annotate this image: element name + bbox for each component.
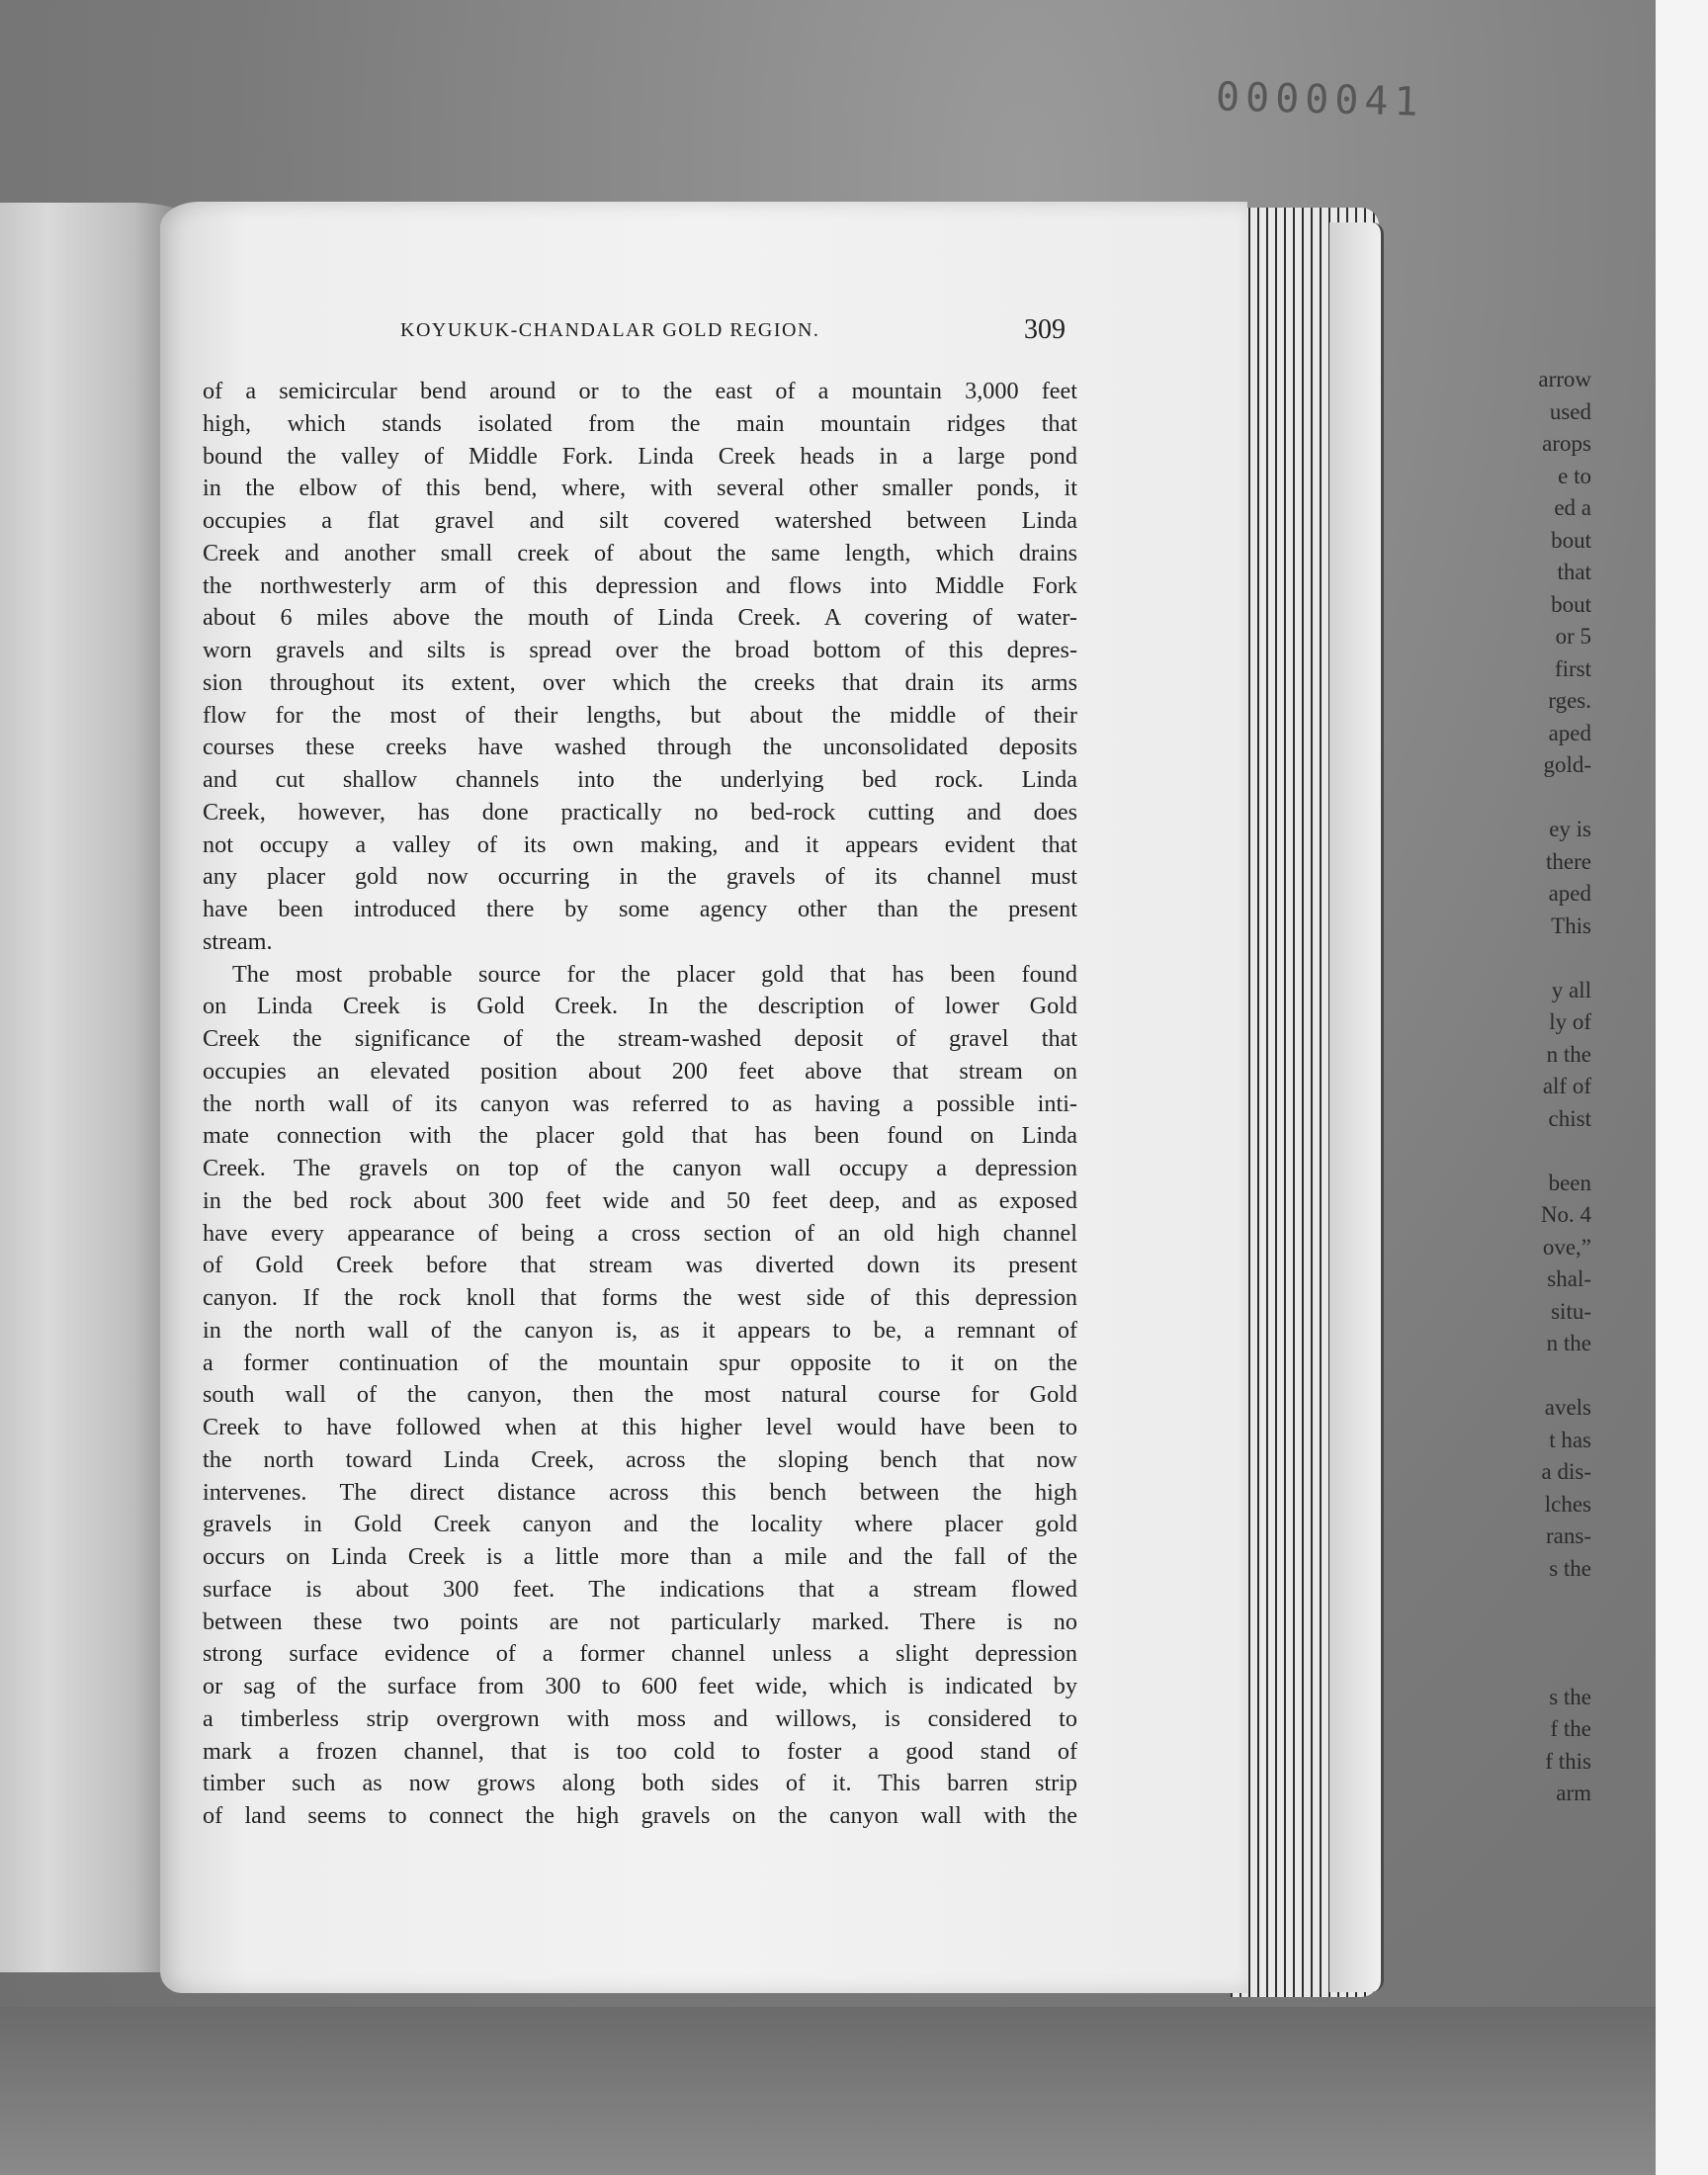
left-page-fragment: used xyxy=(1549,398,1591,424)
left-page-text xyxy=(1538,364,1591,1810)
left-page-fragment: t has xyxy=(1549,1427,1591,1452)
text-line: occurs on Linda Creek is a little more than a mile and the fall of the xyxy=(203,1543,1077,1570)
left-page-fragment xyxy=(1538,1360,1591,1393)
text-line: bound the valley of Middle Fork. Linda Creek heads in a large pond xyxy=(203,442,1077,470)
left-page-fragment xyxy=(1538,1649,1591,1682)
text-line: of land seems to connect the high gravels on the canyon wall with the xyxy=(203,1802,1077,1829)
text-line: Creek, however, has done practically no bed-rock cutting and does xyxy=(203,798,1077,826)
left-page-fragment xyxy=(1538,1585,1591,1617)
left-page-fragment: aped xyxy=(1548,881,1591,906)
left-page-fragment: No. 4 xyxy=(1540,1202,1591,1227)
left-page-fragment: s the xyxy=(1549,1555,1591,1581)
left-page-fragment: there xyxy=(1546,848,1591,874)
left-page-fragment: y all xyxy=(1551,977,1591,1002)
text-line: not occupy a valley of its own making, and it appears evident that xyxy=(203,830,1077,858)
text-line: gravels in Gold Creek canyon and the locality where placer gold xyxy=(203,1511,1077,1538)
left-page-fragment: ove,” xyxy=(1542,1234,1591,1260)
text-line: worn gravels and silts is spread over the broad bottom of this depres- xyxy=(203,637,1077,663)
text-line: a timberless strip overgrown with moss and willows, is considered to xyxy=(203,1704,1077,1732)
left-page-fragment xyxy=(1538,942,1591,975)
left-page-fragment: arrow xyxy=(1538,367,1591,392)
left-page-fragment xyxy=(1538,782,1591,815)
text-line: The most probable source for the placer gold that has been found xyxy=(232,960,1077,988)
text-line: a former continuation of the mountain spur opposite to it on the xyxy=(203,1348,1077,1376)
text-line: the north toward Linda Creek, across the sloping bench that now xyxy=(203,1445,1077,1473)
text-line: Creek to have followed when at this higher level would have been to xyxy=(203,1414,1077,1440)
text-line: intervenes. The direct distance across this bench between the high xyxy=(203,1478,1077,1506)
left-page-fragment: been xyxy=(1548,1170,1591,1195)
left-page-fragment: e to xyxy=(1558,463,1591,488)
text-line: flow for the most of their lengths, but about the middle of their xyxy=(203,701,1077,729)
text-line: mate connection with the placer gold that has been found on Linda xyxy=(203,1122,1077,1150)
left-page-fragment: avels xyxy=(1544,1395,1591,1420)
left-page-fragment: a dis- xyxy=(1541,1459,1591,1484)
text-line: on Linda Creek is Gold Creek. In the description of lower Gold xyxy=(203,993,1077,1020)
text-line: south wall of the canyon, then the most natural course for Gold xyxy=(203,1381,1077,1409)
left-page-fragment: chist xyxy=(1548,1105,1591,1131)
left-page-fragment: ly of xyxy=(1549,1009,1591,1034)
left-page-fragment: arm xyxy=(1556,1781,1591,1805)
text-line: occupies a flat gravel and silt covered watershed between Linda xyxy=(203,507,1077,534)
text-line: high, which stands isolated from the main mountain ridges that xyxy=(203,409,1077,437)
body-text xyxy=(203,376,1077,1833)
text-line: have been introduced there by some agency other than the present xyxy=(203,896,1077,922)
text-line: have every appearance of being a cross section of an old high channel xyxy=(203,1219,1077,1247)
left-page-fragment: ed a xyxy=(1554,495,1591,520)
text-line: canyon. If the rock knoll that forms the west side of this depression xyxy=(203,1284,1077,1311)
left-page-fragment: f the xyxy=(1550,1716,1591,1741)
left-page-fragment: arops xyxy=(1542,431,1591,456)
text-line: Creek and another small creek of about the same length, which drains xyxy=(203,539,1077,566)
text-line: Creek the significance of the stream-washed deposit of gravel that xyxy=(203,1025,1077,1052)
left-page-fragment: shal- xyxy=(1547,1266,1591,1291)
left-page-fragment: rges. xyxy=(1548,688,1591,713)
left-page-fragment: ey is xyxy=(1549,817,1591,841)
text-line: surface is about 300 feet. The indications that a stream flowed xyxy=(203,1575,1077,1603)
left-page-fragment: n the xyxy=(1546,1041,1591,1067)
left-page-fragment: gold- xyxy=(1543,752,1591,777)
text-line: timber such as now grows along both sides of it. This barren strip xyxy=(203,1770,1077,1797)
text-line: sion throughout its extent, over which the creeks that drain its arms xyxy=(203,668,1077,696)
left-page-fragment: This xyxy=(1551,913,1591,938)
left-page-fragment xyxy=(1538,1617,1591,1650)
text-line: occupies an elevated position about 200 feet above that stream on xyxy=(203,1057,1077,1085)
text-line: of Gold Creek before that stream was diverted down its present xyxy=(203,1252,1077,1279)
book-fore-edge xyxy=(1329,222,1384,1992)
text-line: and cut shallow channels into the underlying bed rock. Linda xyxy=(203,766,1077,793)
running-head: KOYUKUK-CHANDALAR GOLD REGION. xyxy=(400,319,820,341)
text-line: of a semicircular bend around or to the east of a mountain 3,000 feet xyxy=(203,378,1077,404)
left-page-fragment: aped xyxy=(1548,720,1591,745)
left-page-fragment: alf of xyxy=(1542,1074,1591,1098)
text-line: about 6 miles above the mouth of Linda Creek. A covering of water- xyxy=(203,604,1077,632)
page-number: 309 xyxy=(1024,314,1066,345)
scan-margin-right xyxy=(1656,0,1708,2175)
left-page-fragment: s the xyxy=(1549,1684,1591,1709)
left-page-fragment xyxy=(1538,1135,1591,1168)
left-page-fragment: bout xyxy=(1551,527,1591,553)
text-line: in the north wall of the canyon is, as it appears to be, a remnant of xyxy=(203,1316,1077,1344)
text-line: the northwesterly arm of this depression and flows into Middle Fork xyxy=(203,571,1077,599)
left-page-fragment: f this xyxy=(1545,1748,1591,1774)
text-line: courses these creeks have washed through the unconsolidated deposits xyxy=(203,734,1077,761)
scan-background-bottom xyxy=(0,2007,1708,2175)
text-line: stream. xyxy=(203,927,273,955)
text-line: in the bed rock about 300 feet wide and 50 feet deep, and as exposed xyxy=(203,1186,1077,1214)
archive-stamp: 0000041 xyxy=(1215,74,1425,126)
text-line: or sag of the surface from 300 to 600 feet wide, which is indicated by xyxy=(203,1673,1077,1699)
left-page-fragment: lches xyxy=(1544,1491,1591,1517)
text-line: between these two points are not particularly marked. There is no xyxy=(203,1608,1077,1635)
left-page-fragment: situ- xyxy=(1551,1298,1591,1324)
left-page-fragment: first xyxy=(1554,655,1591,681)
text-line: any placer gold now occurring in the gravels of its channel must xyxy=(203,863,1077,891)
text-line: the north wall of its canyon was referred to as having a possible inti- xyxy=(203,1089,1077,1117)
left-page-fragment: n the xyxy=(1546,1331,1591,1355)
left-page-fragment: rans- xyxy=(1546,1523,1591,1548)
text-line: Creek. The gravels on top of the canyon wall occupy a depression xyxy=(203,1155,1077,1181)
text-line: mark a frozen channel, that is too cold to foster a good stand of xyxy=(203,1737,1077,1765)
text-line: in the elbow of this bend, where, with several other smaller ponds, it xyxy=(203,475,1077,502)
left-page-fragment: that xyxy=(1557,560,1591,584)
left-page-fragment: bout xyxy=(1551,591,1591,617)
text-line: strong surface evidence of a former channel unless a slight depression xyxy=(203,1640,1077,1668)
left-page-fragment: or 5 xyxy=(1555,624,1591,649)
